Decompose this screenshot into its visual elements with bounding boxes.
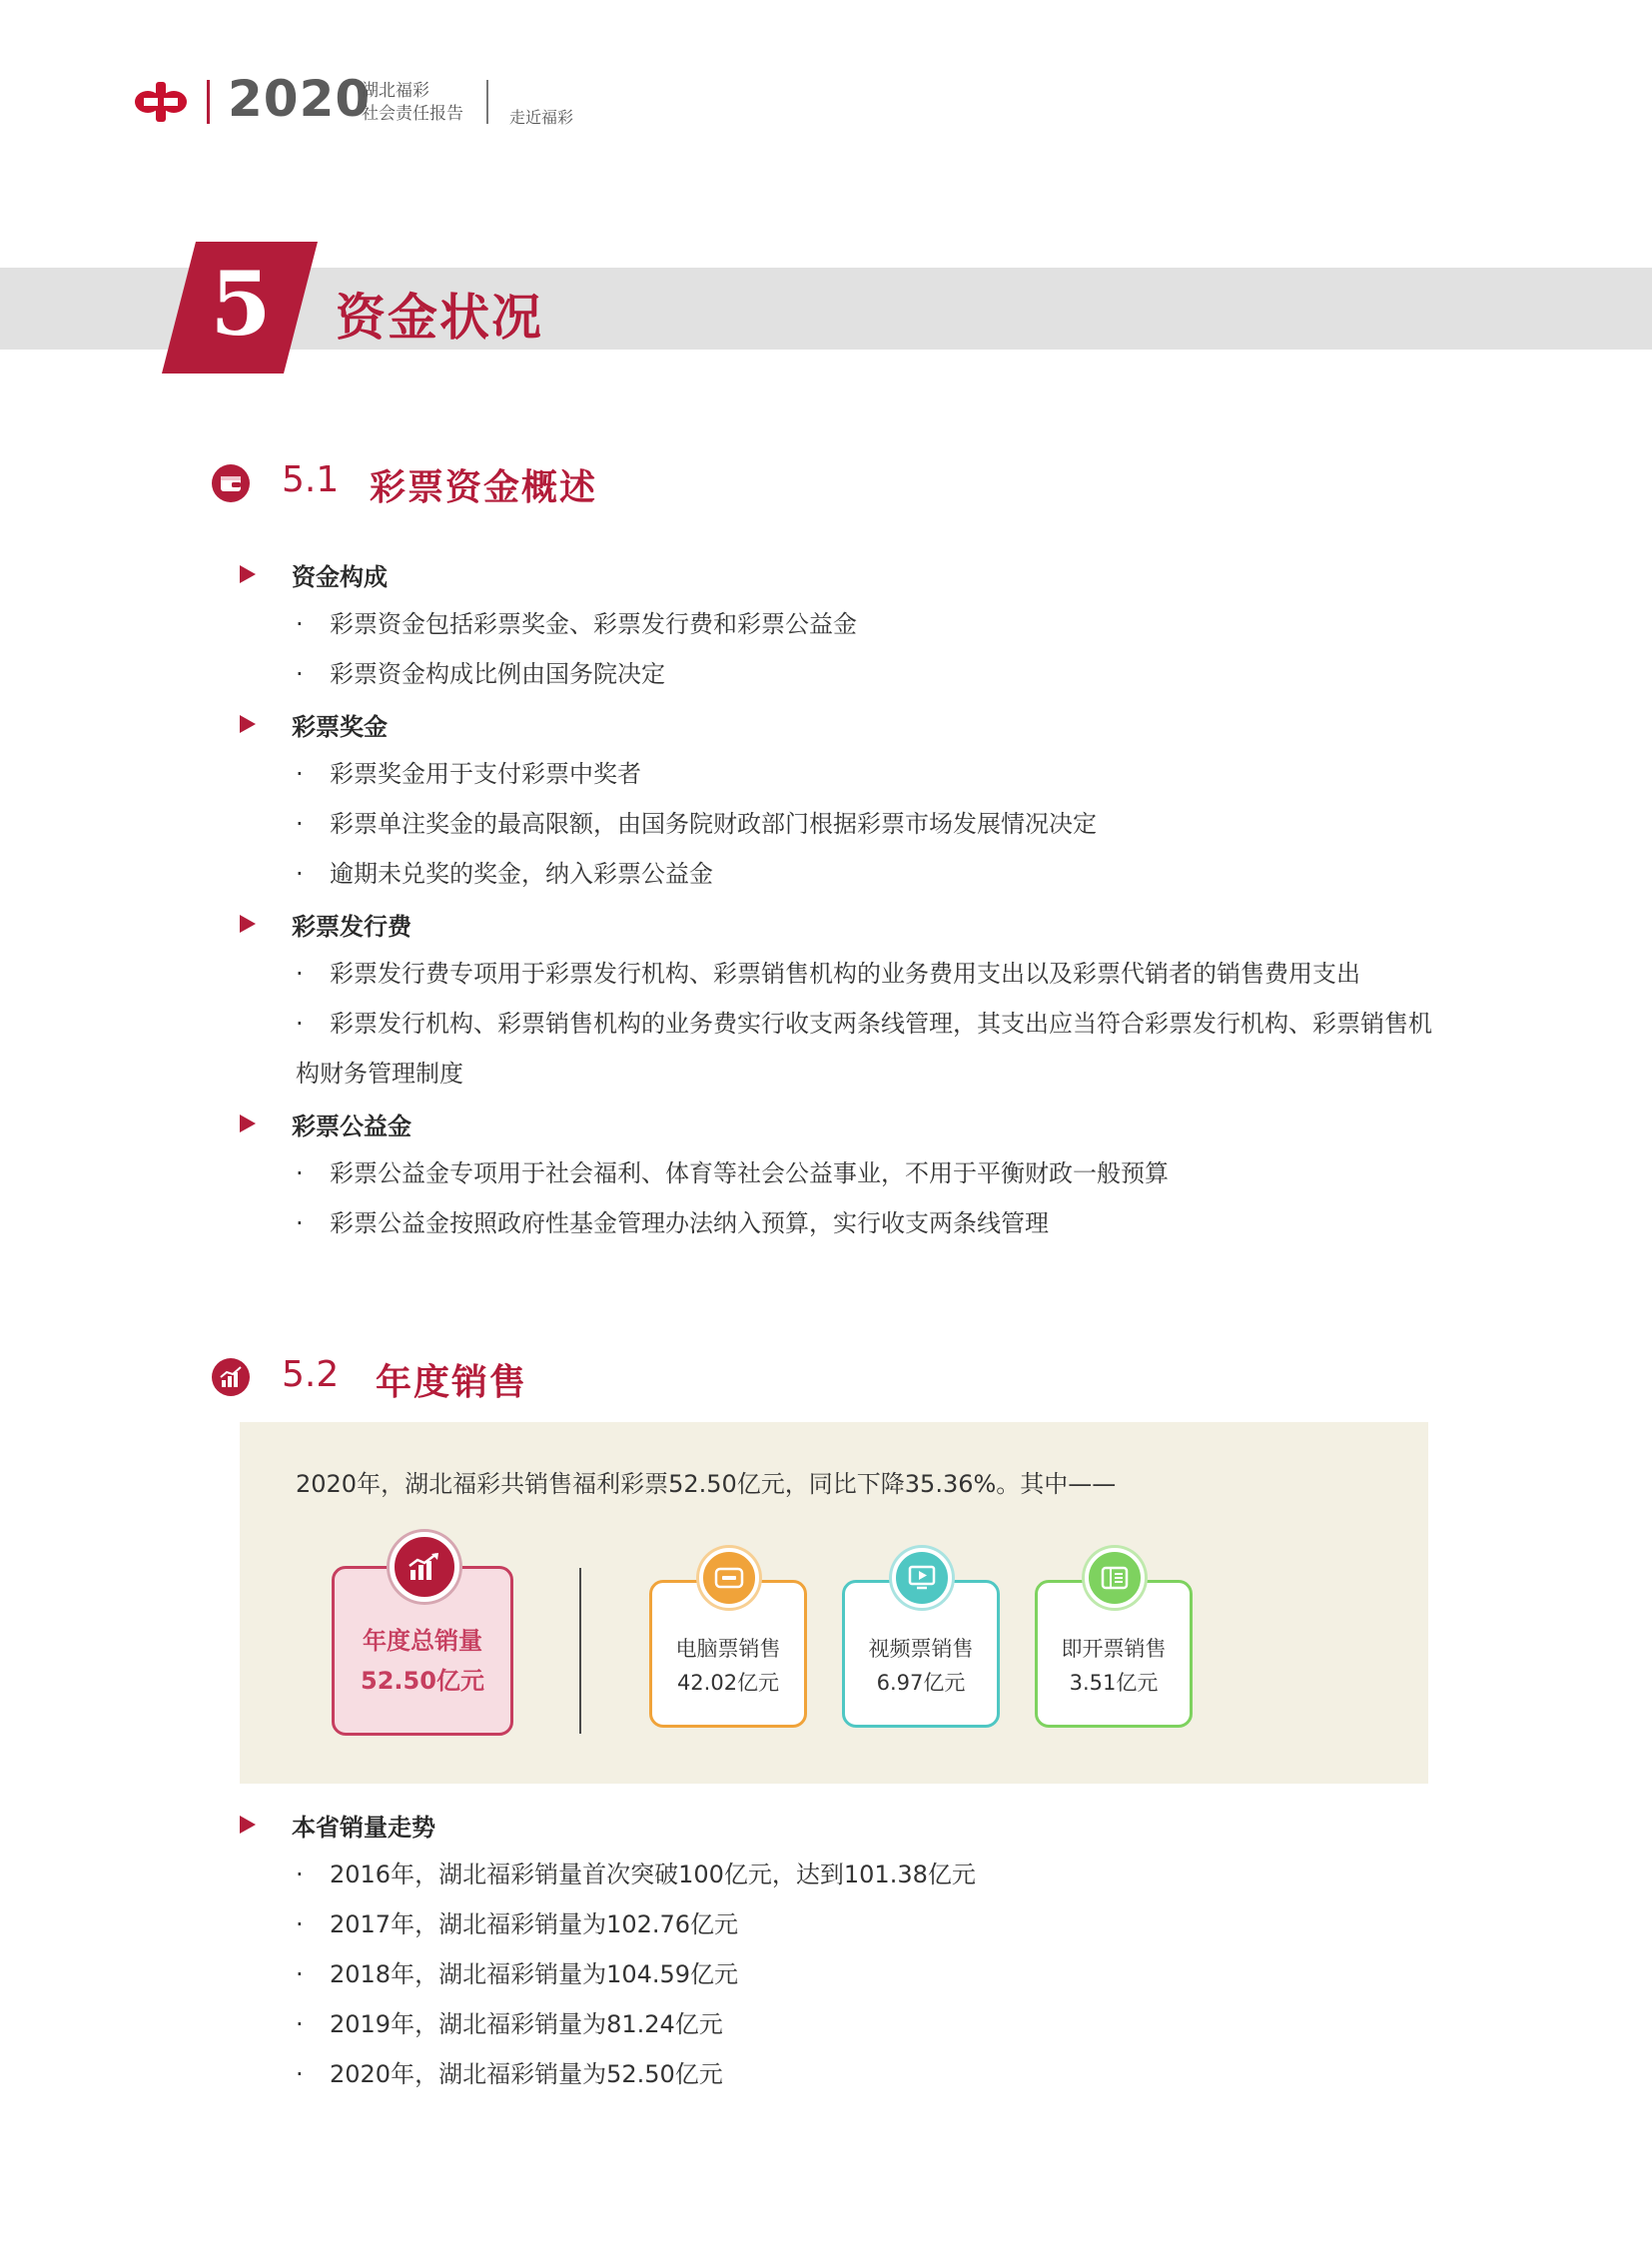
card-label: 电脑票销售 <box>675 1637 781 1661</box>
subsection-heading <box>240 906 412 942</box>
bullet-dot: · <box>296 610 304 638</box>
bullet-dot: · <box>296 760 304 788</box>
report-year: 2020 <box>228 70 372 128</box>
video-icon <box>892 1548 952 1608</box>
list-item-text: 彩票奖金用于支付彩票中奖者 <box>330 760 641 788</box>
report-title: 社会责任报告 <box>362 104 463 124</box>
bullet-dot: · <box>296 960 304 988</box>
header-divider <box>486 80 488 124</box>
triangle-bullet-icon <box>240 565 256 583</box>
subsection-label: 彩票发行费 <box>292 912 412 941</box>
bullet-dot: · <box>296 1010 304 1038</box>
scratch-card-icon <box>1085 1548 1145 1608</box>
section-number: 5.2 <box>282 1354 340 1395</box>
list-item <box>296 956 1360 992</box>
welfare-lottery-logo <box>134 80 188 124</box>
list-item-text: 彩票资金构成比例由国务院决定 <box>330 660 665 688</box>
list-item <box>296 756 641 792</box>
bullet-dot: · <box>296 1910 304 1938</box>
card-label: 视频票销售 <box>868 1637 974 1661</box>
card-value: 6.97亿元 <box>876 1671 966 1695</box>
list-item <box>296 999 1434 1099</box>
section-number: 5.1 <box>282 459 340 500</box>
bullet-dot: · <box>296 1209 304 1237</box>
card-value: 42.02亿元 <box>676 1671 780 1695</box>
total-sales-label: 年度总销量 <box>363 1627 482 1655</box>
total-sales-value: 52.50亿元 <box>361 1667 484 1695</box>
bullet-dot: · <box>296 810 304 838</box>
subsection-heading <box>240 556 388 592</box>
bullet-dot: · <box>296 2060 304 2088</box>
list-item <box>296 656 665 692</box>
chart-up-icon <box>390 1532 459 1602</box>
bullet-dot: · <box>296 1159 304 1187</box>
subsection-heading <box>240 1106 412 1141</box>
list-item <box>296 1205 1049 1241</box>
list-item-text: 2017年，湖北福彩销量为102.76亿元 <box>330 1910 739 1938</box>
triangle-bullet-icon <box>240 1115 256 1132</box>
list-item <box>296 806 1097 842</box>
bullet-dot: · <box>296 2010 304 2038</box>
subsection-heading <box>240 1807 435 1843</box>
sales-summary-text: 2020年，湖北福彩共销售福利彩票52.50亿元，同比下降35.36%。其中—— <box>296 1470 1117 1498</box>
bullet-dot: · <box>296 660 304 688</box>
list-item <box>296 1155 1169 1191</box>
list-item-text: 彩票公益金按照政府性基金管理办法纳入预算，实行收支两条线管理 <box>330 1209 1049 1237</box>
bullet-dot: · <box>296 1960 304 1988</box>
list-item-text: 彩票发行费专项用于彩票发行机构、彩票销售机构的业务费用支出以及彩票代销者的销售费用支出 <box>330 960 1360 988</box>
list-item-text: 彩票单注奖金的最高限额，由国务院财政部门根据彩票市场发展情况决定 <box>330 810 1097 838</box>
subsection-heading <box>240 706 388 742</box>
subsection-label: 彩票奖金 <box>292 712 388 741</box>
list-item-text: 2020年，湖北福彩销量为52.50亿元 <box>330 2060 723 2088</box>
running-section-title: 走近福彩 <box>509 108 574 127</box>
section-title: 彩票资金概述 <box>370 467 598 508</box>
report-org: 湖北福彩 <box>362 81 429 101</box>
bar-chart-icon <box>212 1358 250 1396</box>
report-name <box>362 80 463 126</box>
list-item <box>296 2056 723 2092</box>
header-divider <box>207 80 210 124</box>
section-title: 年度销售 <box>376 1362 528 1403</box>
chapter-title: 资金状况 <box>336 289 543 347</box>
bullet-dot: · <box>296 1861 304 1888</box>
chapter-number: 5 <box>210 252 272 356</box>
list-item-text: 彩票资金包括彩票奖金、彩票发行费和彩票公益金 <box>330 610 857 638</box>
subsection-label: 彩票公益金 <box>292 1112 412 1140</box>
list-item <box>296 606 857 642</box>
list-item-text: 2018年，湖北福彩销量为104.59亿元 <box>330 1960 739 1988</box>
panel-divider <box>579 1568 581 1734</box>
card-label: 即开票销售 <box>1061 1637 1167 1661</box>
triangle-bullet-icon <box>240 915 256 933</box>
list-item <box>296 1857 976 1892</box>
list-item <box>296 2006 723 2042</box>
subsection-label: 本省销量走势 <box>292 1813 435 1842</box>
ticket-icon <box>699 1548 759 1608</box>
list-item <box>296 1956 738 1992</box>
wallet-icon <box>212 464 250 502</box>
triangle-bullet-icon <box>240 1816 256 1834</box>
list-item <box>296 1906 738 1942</box>
subsection-label: 资金构成 <box>292 562 388 591</box>
list-item-text: 2019年，湖北福彩销量为81.24亿元 <box>330 2010 723 2038</box>
list-item <box>296 856 713 892</box>
card-value: 3.51亿元 <box>1069 1671 1159 1695</box>
list-item-text: 彩票发行机构、彩票销售机构的业务费实行收支两条线管理，其支出应当符合彩票发行机构、彩票销售机构财务管理制度 <box>296 1010 1432 1088</box>
list-item-text: 2016年，湖北福彩销量首次突破100亿元，达到101.38亿元 <box>330 1861 976 1888</box>
list-item-text: 彩票公益金专项用于社会福利、体育等社会公益事业，不用于平衡财政一般预算 <box>330 1159 1169 1187</box>
triangle-bullet-icon <box>240 715 256 733</box>
list-item-text: 逾期未兑奖的奖金，纳入彩票公益金 <box>330 860 713 888</box>
bullet-dot: · <box>296 860 304 888</box>
